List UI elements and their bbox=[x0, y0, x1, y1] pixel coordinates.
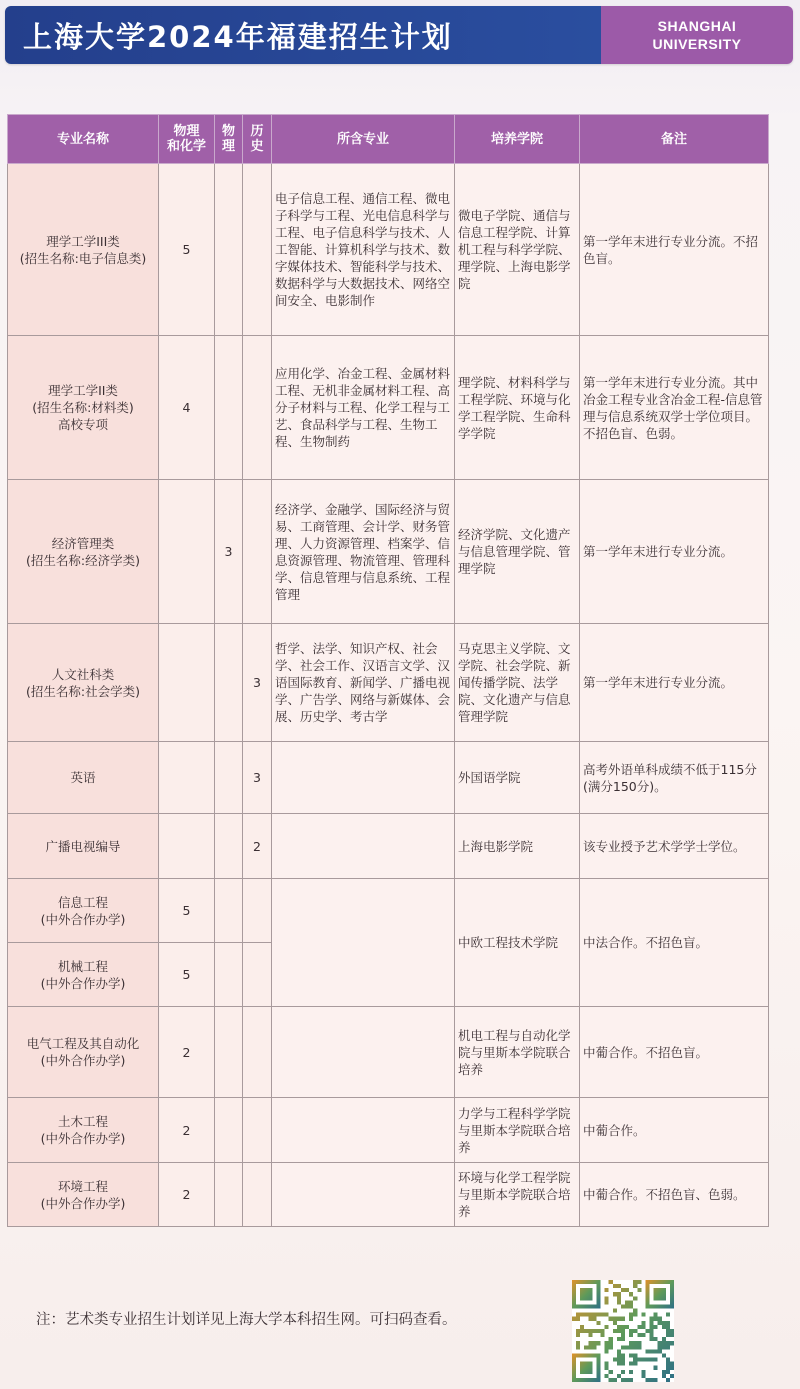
history-count-cell bbox=[243, 879, 272, 943]
phys-chem-count-cell bbox=[159, 742, 215, 814]
included-majors-cell: 电子信息工程、通信工程、微电子科学与工程、光电信息科学与工程、电子信息科学与技术、人工智能、计算机科学与技术、数字媒体技术、智能科学与技术、数据科学与大数据技术、网络空间安全、电影制作 bbox=[272, 164, 455, 336]
column-header-history: 历 史 bbox=[243, 115, 272, 164]
table-row bbox=[8, 336, 769, 480]
college-cell: 外国语学院 bbox=[455, 742, 580, 814]
history-count-cell bbox=[243, 1007, 272, 1098]
physics-count-cell bbox=[215, 1163, 243, 1227]
included-majors-cell bbox=[272, 814, 455, 879]
major-name-cell: 理学工学III类 (招生名称:电子信息类) bbox=[8, 164, 159, 336]
history-count-cell bbox=[243, 1098, 272, 1163]
table-row bbox=[8, 164, 769, 336]
major-name-cell: 信息工程 (中外合作办学) bbox=[8, 879, 159, 943]
table-row bbox=[8, 1163, 769, 1227]
college-cell: 环境与化学工程学院与里斯本学院联合培养 bbox=[455, 1163, 580, 1227]
remark-cell: 第一学年末进行专业分流。 bbox=[580, 624, 769, 742]
college-cell: 上海电影学院 bbox=[455, 814, 580, 879]
college-cell: 力学与工程科学学院与里斯本学院联合培养 bbox=[455, 1098, 580, 1163]
table-row bbox=[8, 1098, 769, 1163]
column-header-college: 培养学院 bbox=[455, 115, 580, 164]
footer-note: 注：艺术类专业招生计划详见上海大学本科招生网。可扫码查看。 bbox=[36, 1312, 457, 1328]
major-name-cell: 电气工程及其自动化 (中外合作办学) bbox=[8, 1007, 159, 1098]
history-count-cell bbox=[243, 1163, 272, 1227]
column-header-physics: 物 理 bbox=[215, 115, 243, 164]
included-majors-cell bbox=[272, 1163, 455, 1227]
major-name-cell: 广播电视编导 bbox=[8, 814, 159, 879]
major-name-cell: 理学工学II类 (招生名称:材料类) 高校专项 bbox=[8, 336, 159, 480]
history-count-cell bbox=[243, 943, 272, 1007]
included-majors-cell: 应用化学、冶金工程、金属材料工程、无机非金属材料工程、高分子材料与工程、化学工程与工艺、食品科学与工程、生物工程、生物制药 bbox=[272, 336, 455, 480]
physics-count-cell bbox=[215, 742, 243, 814]
included-majors-cell bbox=[272, 1098, 455, 1163]
history-count-cell bbox=[243, 480, 272, 624]
table-row bbox=[8, 879, 769, 943]
physics-count-cell bbox=[215, 814, 243, 879]
column-header-remarks: 备注 bbox=[580, 115, 769, 164]
college-cell: 中欧工程技术学院 bbox=[455, 879, 580, 1007]
major-name-cell: 人文社科类 (招生名称:社会学类) bbox=[8, 624, 159, 742]
phys-chem-count-cell bbox=[159, 480, 215, 624]
major-name-cell: 土木工程 (中外合作办学) bbox=[8, 1098, 159, 1163]
remark-cell: 中法合作。不招色盲。 bbox=[580, 879, 769, 1007]
column-header-major-name: 专业名称 bbox=[8, 115, 159, 164]
physics-count-cell bbox=[215, 1007, 243, 1098]
table-row bbox=[8, 480, 769, 624]
remark-cell: 第一学年末进行专业分流。其中冶金工程专业含冶金工程-信息管理与信息系统双学士学位项目。不招色盲、色弱。 bbox=[580, 336, 769, 480]
history-count-cell bbox=[243, 164, 272, 336]
major-name-cell: 环境工程 (中外合作办学) bbox=[8, 1163, 159, 1227]
history-count-cell: 3 bbox=[243, 742, 272, 814]
remark-cell: 中葡合作。 bbox=[580, 1098, 769, 1163]
university-logo-text bbox=[601, 6, 793, 64]
physics-count-cell bbox=[215, 336, 243, 480]
college-cell: 马克思主义学院、文学院、社会学院、新闻传播学院、法学院、文化遗产与信息管理学院 bbox=[455, 624, 580, 742]
table-row bbox=[8, 1007, 769, 1098]
phys-chem-count-cell: 2 bbox=[159, 1007, 215, 1098]
column-header-phys-chem: 物理 和化学 bbox=[159, 115, 215, 164]
phys-chem-count-cell: 5 bbox=[159, 164, 215, 336]
university-name-line1: SHANGHAI bbox=[657, 18, 737, 34]
phys-chem-count-cell bbox=[159, 624, 215, 742]
remark-cell: 高考外语单科成绩不低于115分(满分150分)。 bbox=[580, 742, 769, 814]
college-cell: 经济学院、文化遗产与信息管理学院、管理学院 bbox=[455, 480, 580, 624]
college-cell: 机电工程与自动化学院与里斯本学院联合培养 bbox=[455, 1007, 580, 1098]
university-name-line2: UNIVERSITY bbox=[652, 36, 742, 52]
enrollment-plan-table bbox=[7, 114, 769, 1227]
physics-count-cell bbox=[215, 624, 243, 742]
remark-cell: 中葡合作。不招色盲。 bbox=[580, 1007, 769, 1098]
history-count-cell: 3 bbox=[243, 624, 272, 742]
table-row bbox=[8, 624, 769, 742]
phys-chem-count-cell: 4 bbox=[159, 336, 215, 480]
physics-count-cell bbox=[215, 1098, 243, 1163]
major-name-cell: 机械工程 (中外合作办学) bbox=[8, 943, 159, 1007]
included-majors-cell: 哲学、法学、知识产权、社会学、社会工作、汉语言文学、汉语国际教育、新闻学、广播电视学、广告学、网络与新媒体、会展、历史学、考古学 bbox=[272, 624, 455, 742]
college-cell: 微电子学院、通信与信息工程学院、计算机工程与科学学院、理学院、上海电影学院 bbox=[455, 164, 580, 336]
included-majors-cell bbox=[272, 1007, 455, 1098]
included-majors-cell bbox=[272, 879, 455, 1007]
physics-count-cell bbox=[215, 164, 243, 336]
phys-chem-count-cell bbox=[159, 814, 215, 879]
table-row bbox=[8, 742, 769, 814]
column-header-included-majors: 所含专业 bbox=[272, 115, 455, 164]
physics-count-cell: 3 bbox=[215, 480, 243, 624]
included-majors-cell bbox=[272, 742, 455, 814]
physics-count-cell bbox=[215, 879, 243, 943]
phys-chem-count-cell: 2 bbox=[159, 1098, 215, 1163]
phys-chem-count-cell: 5 bbox=[159, 943, 215, 1007]
table-header-row bbox=[8, 115, 769, 164]
phys-chem-count-cell: 5 bbox=[159, 879, 215, 943]
phys-chem-count-cell: 2 bbox=[159, 1163, 215, 1227]
major-name-cell: 经济管理类 (招生名称:经济学类) bbox=[8, 480, 159, 624]
remark-cell: 第一学年末进行专业分流。 bbox=[580, 480, 769, 624]
banner-title-area bbox=[5, 6, 601, 64]
history-count-cell bbox=[243, 336, 272, 480]
qr-code-icon[interactable] bbox=[572, 1280, 674, 1382]
remark-cell: 该专业授予艺术学学士学位。 bbox=[580, 814, 769, 879]
remark-cell: 第一学年末进行专业分流。不招色盲。 bbox=[580, 164, 769, 336]
page-title: 上海大学2024年福建招生计划 bbox=[23, 19, 453, 54]
college-cell: 理学院、材料科学与工程学院、环境与化学工程学院、生命科学学院 bbox=[455, 336, 580, 480]
included-majors-cell: 经济学、金融学、国际经济与贸易、工商管理、会计学、财务管理、人力资源管理、档案学、信息资源管理、物流管理、管理科学、信息管理与信息系统、工程管理 bbox=[272, 480, 455, 624]
header-banner bbox=[5, 6, 793, 64]
history-count-cell: 2 bbox=[243, 814, 272, 879]
table-row bbox=[8, 814, 769, 879]
major-name-cell: 英语 bbox=[8, 742, 159, 814]
remark-cell: 中葡合作。不招色盲、色弱。 bbox=[580, 1163, 769, 1227]
physics-count-cell bbox=[215, 943, 243, 1007]
